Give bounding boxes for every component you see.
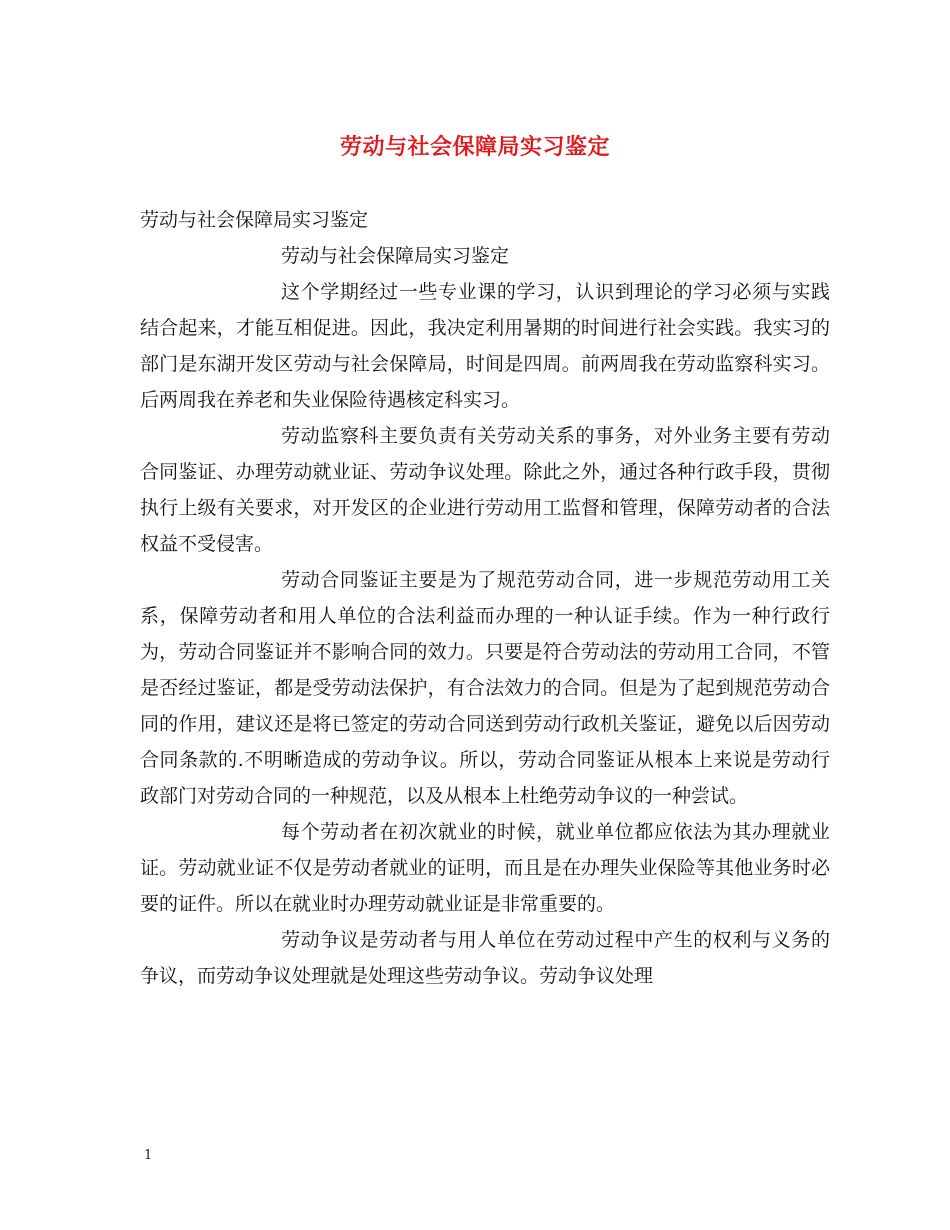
document-title: 劳动与社会保障局实习鉴定 — [339, 134, 610, 160]
document-body — [140, 202, 830, 994]
paragraph: 劳动争议是劳动者与用人单位在劳动过程中产生的权利与义务的争议，而劳动争议处理就是处理这些劳动争议。劳动争议处理 — [140, 929, 830, 987]
paragraph: 这个学期经过一些专业课的学习，认识到理论的学习必须与实践结合起来，才能互相促进。因此，我决定利用暑期的时间进行社会实践。我实习的部门是东湖开发区劳动与社会保障局，时间是四周。前两周我在劳动监察科实习。后两周我在养老和失业保险待遇核定科实习。 — [140, 281, 830, 411]
heading-line: 劳动与社会保障局实习鉴定 — [140, 209, 369, 231]
paragraph: 劳动监察科主要负责有关劳动关系的事务，对外业务主要有劳动合同鉴证、办理劳动就业证、劳动争议处理。除此之外，通过各种行政手段，贯彻执行上级有关要求，对开发区的企业进行劳动用工监督和管理，保障劳动者的合法权益不受侵害。 — [140, 425, 830, 555]
page-number: 1 — [144, 1148, 153, 1163]
paragraph: 劳动合同鉴证主要是为了规范劳动合同，进一步规范劳动用工关系，保障劳动者和用人单位的合法利益而办理的一种认证手续。作为一种行政行为，劳动合同鉴证并不影响合同的效力。只要是符合劳动法的劳动用工合同，不管是否经过鉴证，都是受劳动法保护，有合法效力的合同。但是为了起到规范劳动合同的作用，建议还是将已签定的劳动合同送到劳动行政机关鉴证，避免以后因劳动合同条款的.不明晰造成的劳动争议。所以，劳动合同鉴证从根本上来说是劳动行政部门对劳动合同的一种规范，以及从根本上杜绝劳动争议的一种尝试。 — [140, 569, 830, 807]
subheading-line: 劳动与社会保障局实习鉴定 — [281, 245, 510, 267]
paragraph: 每个劳动者在初次就业的时候，就业单位都应依法为其办理就业证。劳动就业证不仅是劳动者就业的证明，而且是在办理失业保险等其他业务时必要的证件。所以在就业时办理劳动就业证是非常重要的。 — [140, 821, 830, 915]
